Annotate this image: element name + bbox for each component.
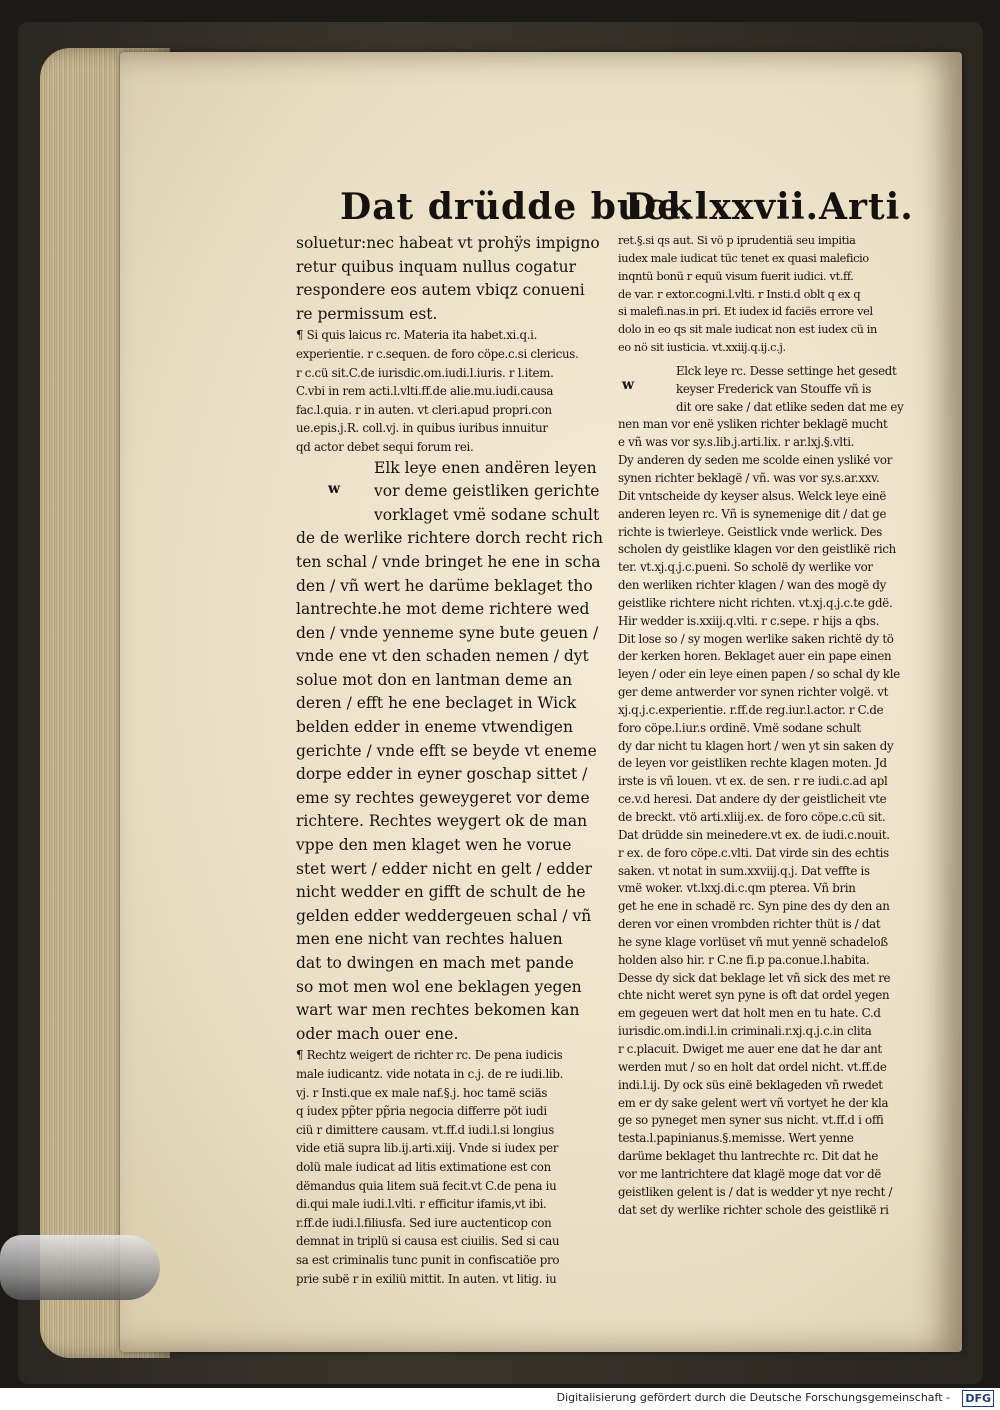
gloss-line: iudex male iudicat tüc tenet ex quasi maleficio (618, 251, 869, 265)
text-line: de breckt. vtö arti.xliij.ex. de foro cöpe.c.cü sit. (618, 810, 886, 824)
text-line: get he ene in schadë rc. Syn pine des dy den an (618, 899, 890, 914)
text-line: vmë woker. vt.lxxj.di.c.qm pterea. Vñ brin (618, 881, 856, 896)
gloss-line: ¶ Rechtz weigert de richter rc. De pena iudicis (296, 1048, 563, 1063)
gloss-line: C.vbi in rem acti.l.vlti.ff.de alie.mu.iudi.causa (296, 384, 554, 399)
gloss-line: ret.§.si qs aut. Si vö p iprudentiä seu impitia (618, 234, 856, 247)
gloss-line: demnat in triplü si causa est ciuilis. Sed si cau (296, 1234, 560, 1249)
commentary-text (618, 363, 923, 417)
gloss-line: r c.cü sit.C.de iurisdic.om.iudi.l.iuris. r l.item. (296, 365, 554, 380)
text-line: vor deme geistliken gerichte (374, 482, 600, 501)
text-line: wart war men rechtes bekomen kan (296, 1001, 580, 1020)
gloss-line: de var. r extor.cogni.l.vlti. r Insti.d oblt q ex q (618, 287, 861, 301)
gloss-line: soluetur:nec habeat vt prohÿs impigno (296, 234, 600, 252)
text-line: he syne klage vorlüset vñ mut yennë schadeloß (618, 934, 888, 949)
main-text (296, 457, 606, 1047)
left-column (296, 232, 606, 1288)
text-line: Dit vntscheide dy keyser alsus. Welck leye einë (618, 488, 887, 503)
text-line: iurisdic.om.indi.l.in criminali.r.xj.q.j.c.in clita (618, 1024, 872, 1039)
text-line: scholen dy geistlike klagen vor den geistlikë rich (618, 542, 896, 557)
dfg-logo: DFG (962, 1390, 994, 1407)
text-line: geistlike richtere nicht richten. vt.xj.q.j.c.te gdë. (618, 595, 893, 610)
page-clip (0, 1235, 160, 1300)
gloss-line: vide etiä supra lib.ij.arti.xiij. Vnde si iudex per (296, 1141, 559, 1156)
funding-notice: Digitalisierung gefördert durch die Deutsche Forschungsgemeinschaft - (556, 1391, 950, 1404)
text-line: keyser Frederick van Stouffe vñ is (676, 381, 872, 396)
text-line: deren / efft he ene beclaget in Wick (296, 694, 577, 713)
gloss-line: di.qui male iudi.l.vlti. r efficitur ifamis,vt ibi. (296, 1197, 547, 1212)
text-line: den / vnde yenneme syne bute geuen / (296, 623, 599, 642)
text-line: em gegeuen wert dat holt men en tu hate. C.d (618, 1006, 881, 1021)
text-line: richte is twierleye. Geistlick vnde werlick. Des (618, 524, 882, 539)
text-line: e vñ was vor sy.s.lib.j.arti.lix. r ar.lxj.§.vlti. (618, 435, 855, 450)
gloss-line: si malefi.nas.in pri. Et iudex id faciës errore vel (618, 305, 873, 319)
gloss-line: inqntü bonü r equü visum fuerit iudici. vt.ff. (618, 269, 854, 283)
text-line: oder mach ouer ene. (296, 1024, 459, 1043)
text-line: anderen leyen rc. Vñ is synemenige dit / dat ge (618, 506, 887, 521)
gloss-line: experientie. r c.sequen. de foro cöpe.c.si clericus. (296, 346, 579, 361)
text-line: eme sy rechtes geweygeret vor deme (296, 788, 590, 807)
text-line: Dy anderen dy seden me scolde einen ysliké vor (618, 453, 893, 468)
running-head-right: De.lxxvii.Arti. (625, 186, 914, 228)
initial-letter: w (622, 376, 635, 393)
text-line: werden mut / so en holt dat ordel nicht. vt.ff.de (618, 1059, 887, 1074)
text-line: de de werlike richtere dorch recht rich (296, 529, 603, 548)
text-line: r c.placuit. Dwiget me auer ene dat he dar ant (618, 1041, 882, 1056)
text-line: den werliken richter klagen / wan des mogë dy (618, 578, 887, 593)
text-line: den / vñ wert he darüme beklaget tho (296, 576, 593, 595)
text-line: dat to dwingen en mach met pande (296, 954, 574, 972)
footer-bar (0, 1388, 1000, 1410)
gloss-line: retur quibus inquam nullus cogatur (296, 257, 577, 276)
text-line: richtere. Rechtes weygert ok de man (296, 812, 588, 831)
gloss-line: ue.epis.j.R. coll.vj. in quibus iuribus innuitur (296, 421, 548, 436)
text-line: gelden edder weddergeuen schal / vñ (296, 906, 592, 925)
gloss-line: sa est criminalis tunc punit in confiscatiöe pro (296, 1252, 560, 1267)
running-head-left: Dat drüdde buck (340, 186, 694, 228)
text-line: nicht wedder en gifft de schult de he (296, 883, 586, 902)
gloss-line: respondere eos autem vbiqz conueni (296, 281, 585, 300)
text-line: chte nicht weret syn pyne is oft dat ordel yegen (618, 988, 890, 1003)
text-line: men ene nicht van rechtes haluen (296, 930, 563, 949)
text-line: lantrechte.he mot deme richtere wed (296, 600, 590, 619)
text-line: dorpe edder in eyner goschap sittet / (296, 765, 588, 784)
gloss-line: prie subë r in exiliü mittit. In auten. vt litig. iu (296, 1271, 557, 1286)
text-line: saken. vt notat in sum.xxviij.q.j. Dat veffte is (618, 863, 870, 878)
text-line: so mot men wol ene beklagen yegen (296, 977, 582, 996)
text-line: em er dy sake gelent wert vñ vortyet he der kla (618, 1095, 889, 1110)
text-line: Dat drüdde sin meinedere.vt ex. de iudi.c.nouit. (618, 827, 890, 842)
text-line: deren vor einen vrombden richter thüt is / dat (618, 917, 881, 932)
text-line: ter. vt.xj.q.j.c.pueni. So scholë dy werlike vor (618, 560, 873, 575)
text-line: xj.q.j.c.experientie. r.ff.de reg.iur.l.actor. r C.de (618, 702, 884, 717)
text-line: dit ore sake / dat etlike seden dat me ey (676, 399, 904, 414)
gloss-line: ¶ Si quis laicus rc. Materia ita habet.xi.q.i. (296, 328, 538, 343)
text-line: der kerken horen. Beklaget auer ein pape einen (618, 649, 892, 664)
text-line: vorklaget vmë sodane schult (374, 505, 600, 524)
text-line: ten schal / vnde bringet he ene in scha (296, 552, 601, 571)
gloss-line: fac.l.quia. r in auten. vt cleri.apud propri.con (296, 402, 552, 417)
gloss-line: q iudex pp̃ter pp̃ria negocia differre pöt iudi (296, 1104, 547, 1119)
gloss-line: vj. r Insti.que ex male naf.§.j. hoc tamë sciäs (296, 1085, 548, 1100)
gloss-line: eo nö sit iusticia. vt.xxiij.q.ij.c.j. (618, 341, 786, 355)
gloss-line: r.ff.de iudi.l.filiusfa. Sed iure auctenticop con (296, 1215, 552, 1230)
right-column (618, 232, 923, 1219)
text-line: belden edder in eneme vtwendigen (296, 718, 573, 737)
text-line: Hir wedder is.xxiij.q.vlti. r c.sepe. r hijs a qbs. (618, 613, 880, 628)
text-line: vor me lantrichtere dat klagë moge dat vor dë (618, 1166, 882, 1181)
text-line: dy dar nicht tu klagen hort / wen yt sin saken dy (618, 738, 894, 753)
gloss-line: re permissum est. (296, 304, 438, 323)
text-line: Dit lose so / sy mogen werlike saken richtë dy tö (618, 631, 894, 646)
text-line: Elk leye enen andëren leyen (374, 458, 597, 477)
gloss-line: dolü male iudicat ad litis extimatione est con (296, 1159, 551, 1174)
text-line: ce.v.d heresi. Dat andere dy der geistlicheit vte (618, 792, 887, 807)
gloss-line: male iudicantz. vide notata in c.j. de re iudi.lib. (296, 1066, 564, 1081)
text-line: dat set dy werlike richter schole des geistlikë ri (618, 1202, 889, 1217)
gloss-line: dolo in eo qs sit male iudicat non est iudex cü in (618, 323, 877, 337)
text-line: r ex. de foro cöpe.c.vlti. Dat virde sin des echtis (618, 845, 889, 860)
text-line: geistliken gelent is / dat is wedder yt nye recht / (618, 1184, 893, 1199)
text-line: ger deme antwerder vor synen richter volgë. vt (618, 685, 889, 700)
text-line: vppe den men klaget wen he vorue (296, 836, 572, 855)
gloss-line: ciü r dimittere causam. vt.ff.d iudi.l.si longius (296, 1122, 555, 1137)
text-line: vnde ene vt den schaden nemen / dyt (296, 647, 589, 666)
initial-letter: w (328, 480, 341, 497)
text-line: testa.l.papinianus.§.memisse. Wert yenne (618, 1131, 854, 1146)
text-line: holden also hir. r C.ne fi.p pa.conue.l.habita. (618, 952, 870, 967)
text-line: gerichte / vnde efft se beyde vt eneme (296, 741, 597, 760)
text-line: indi.l.ij. Dy ock süs einë beklageden vñ rwedet (618, 1077, 883, 1092)
text-line: leyen / oder ein leye einen papen / so schal dy kle (618, 667, 900, 682)
text-line: darüme beklaget thu lantrechte rc. Dit dat he (618, 1149, 879, 1164)
text-line: Desse dy sick dat beklage let vñ sick des met re (618, 970, 891, 985)
text-line: stet wert / edder nicht en gelt / edder (296, 859, 592, 878)
text-line: foro cöpe.l.iur.s ordinë. Vmë sodane schult (618, 720, 861, 735)
text-line: Elck leye rc. Desse settinge het gesedt (676, 363, 897, 378)
text-line: nen man vor enë ysliken richter beklagë mucht (618, 417, 888, 432)
text-line: ge so pyneget men syner sus nicht. vt.ff.d i offi (618, 1113, 884, 1128)
text-line: solue mot don en lantman deme an (296, 670, 573, 689)
text-line: synen richter beklagë / vñ. was vor sy.s.ar.xxv. (618, 470, 880, 485)
gloss-line: qd actor debet sequi forum rei. (296, 439, 474, 454)
gloss-line: dëmandus quia litem suä fecit.vt C.de pena iu (296, 1178, 557, 1193)
text-line: irste is vñ louen. vt ex. de sen. r re iudi.c.ad apl (618, 774, 888, 789)
text-line: de leyen vor geistliken rechte klagen moten. Jd (618, 756, 887, 771)
